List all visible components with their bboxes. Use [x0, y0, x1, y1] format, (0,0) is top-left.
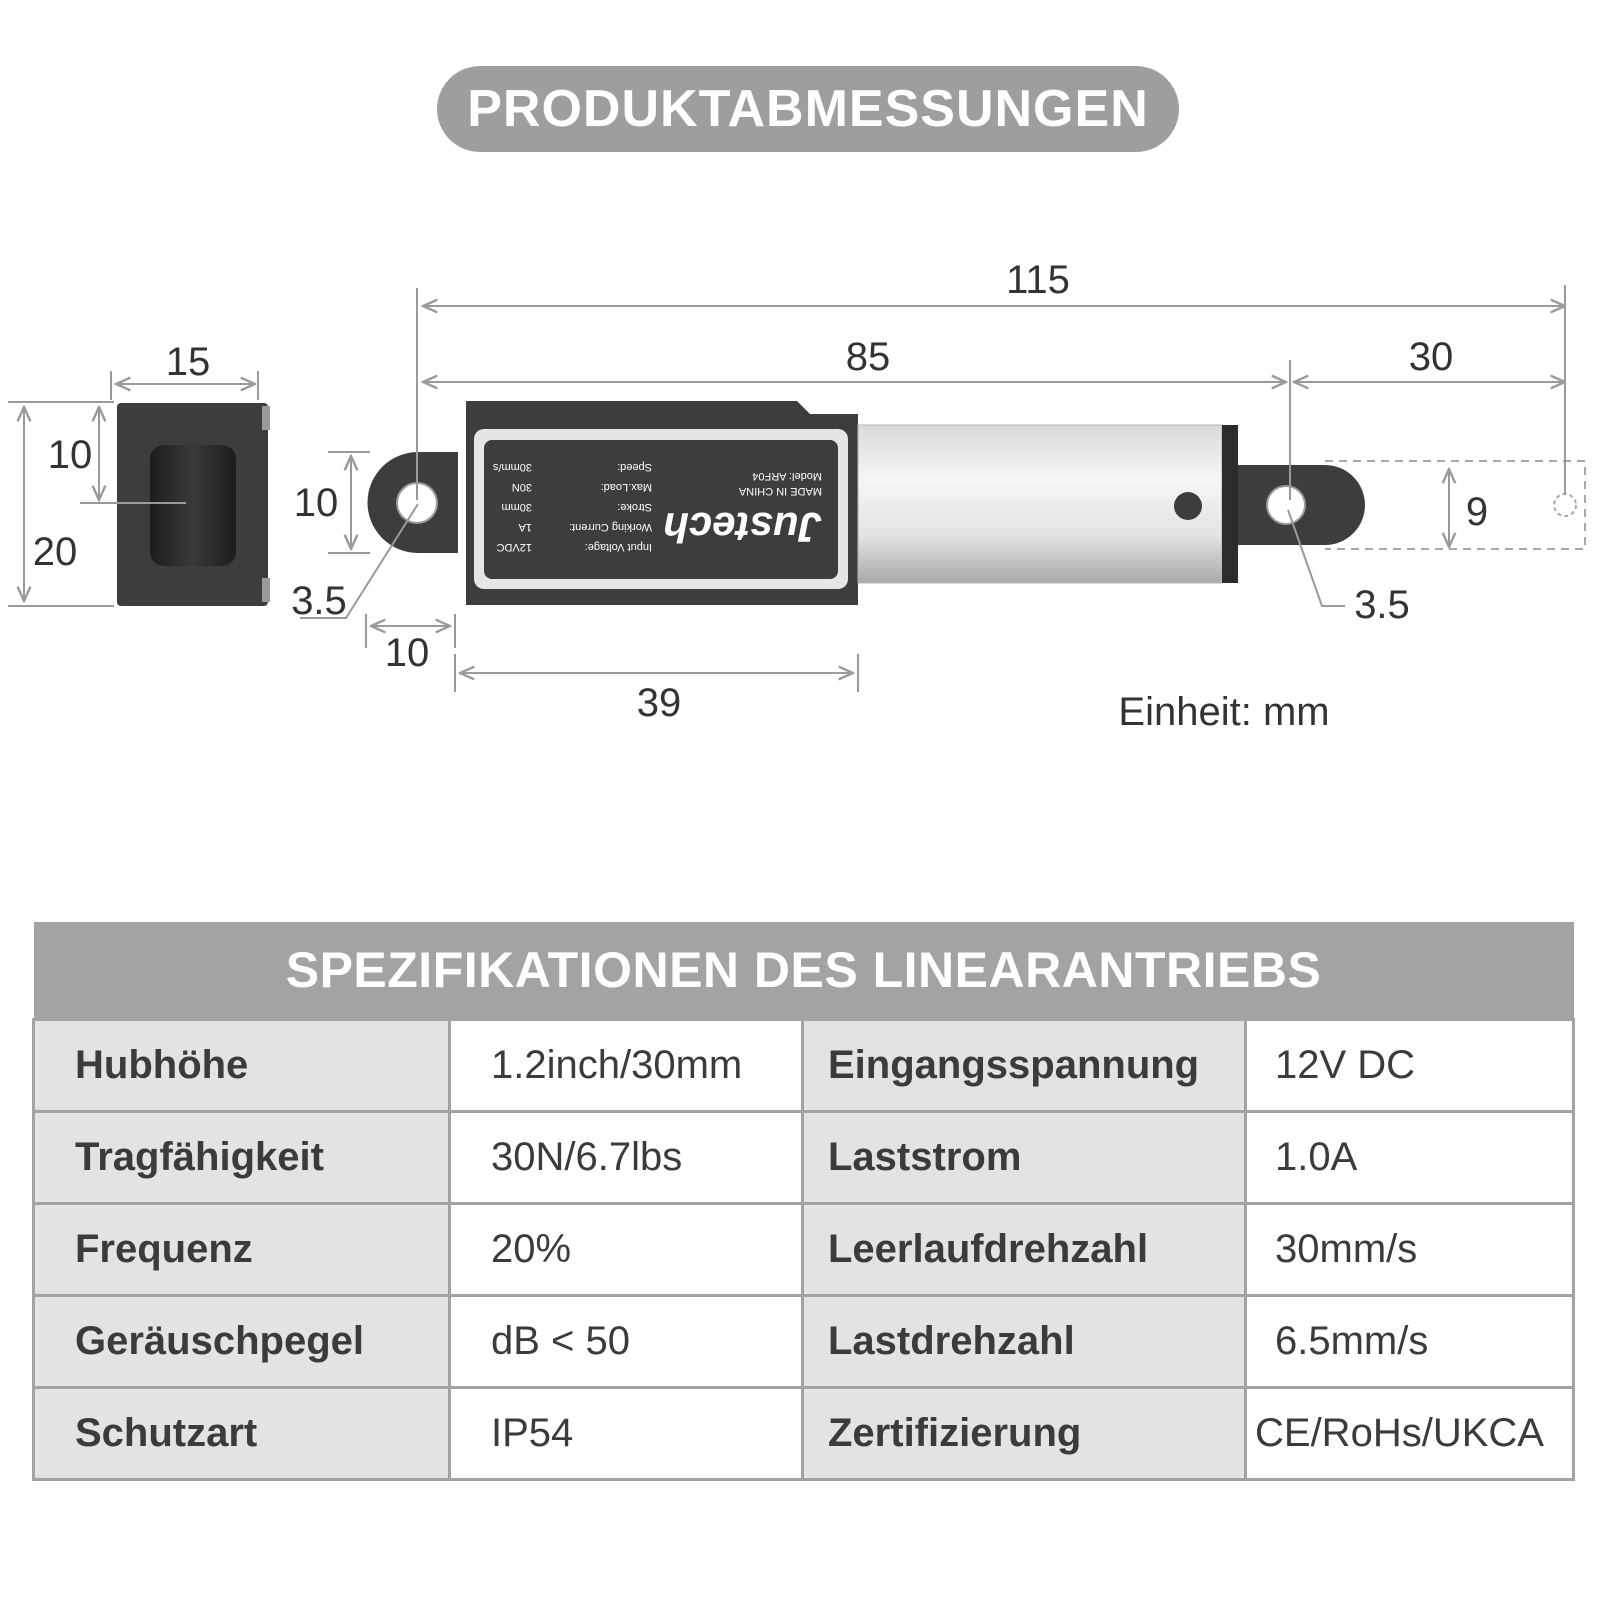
table-row — [34, 1388, 1574, 1480]
spec-label: Lastdrehzahl — [803, 1296, 1246, 1388]
label-value: 30mm — [501, 501, 532, 513]
spec-value: CE/RoHs/UKCA — [1246, 1388, 1574, 1480]
spec-label: Tragfähigkeit — [34, 1112, 450, 1204]
end-view — [117, 403, 270, 606]
dim-body-length: 85 — [845, 335, 891, 379]
spec-label: Leerlaufdrehzahl — [803, 1204, 1246, 1296]
dim-total-length: 115 — [1006, 258, 1070, 302]
label-value: 12VDC — [496, 541, 532, 553]
spec-value: 30mm/s — [1246, 1204, 1574, 1296]
actuator-tube — [858, 425, 1238, 583]
dim-rod-height: 9 — [1465, 490, 1489, 534]
label-line: Working Current: — [569, 521, 652, 533]
label-line: Speed: — [617, 461, 652, 473]
dim-end-height: 20 — [32, 530, 78, 574]
dim-stroke: 30 — [1408, 335, 1454, 379]
dimension-drawing — [0, 200, 1600, 760]
spec-label: Schutzart — [34, 1388, 450, 1480]
unit-note: Einheit: mm — [1118, 690, 1330, 734]
spec-label: Geräuschpegel — [34, 1296, 450, 1388]
spec-label: Hubhöhe — [34, 1020, 450, 1112]
rear-mount — [367, 452, 458, 553]
dim-housing-length: 39 — [636, 681, 682, 725]
dim-end-upper-height: 10 — [47, 433, 93, 477]
label-value: 30N — [511, 481, 532, 493]
label-line: Max.Load: — [600, 481, 652, 493]
spec-value: 1.2inch/30mm — [450, 1020, 803, 1112]
dim-mount-height: 10 — [293, 481, 339, 525]
spec-table-title: SPEZIFIKATIONEN DES LINEARANTRIEBS — [34, 922, 1574, 1020]
spec-value: 20% — [450, 1204, 803, 1296]
spec-label: Zertifizierung — [803, 1388, 1246, 1480]
table-row — [34, 1296, 1574, 1388]
label-model: Model: ARF04 — [752, 470, 822, 482]
dim-end-width: 15 — [165, 340, 211, 384]
spec-value: 30N/6.7lbs — [450, 1112, 803, 1204]
label-value: 1A — [518, 521, 532, 533]
spec-label: Frequenz — [34, 1204, 450, 1296]
spec-value: 12V DC — [1246, 1020, 1574, 1112]
table-row — [34, 1204, 1574, 1296]
spec-value: 1.0A — [1246, 1112, 1574, 1204]
label-value: 30mm/s — [492, 461, 532, 473]
spec-label: Laststrom — [803, 1112, 1246, 1204]
label-origin: MADE IN CHINA — [738, 485, 822, 497]
label-line: Stroke: — [617, 501, 652, 513]
dim-mount-offset: 10 — [384, 631, 430, 675]
spec-value: IP54 — [450, 1388, 803, 1480]
spec-value: dB < 50 — [450, 1296, 803, 1388]
motor-housing — [466, 401, 858, 605]
page-title: PRODUKTABMESSUNGEN — [437, 66, 1179, 152]
spec-label: Eingangsspannung — [803, 1020, 1246, 1112]
rod-end — [1238, 465, 1365, 545]
spec-value: 6.5mm/s — [1246, 1296, 1574, 1388]
brand-logo: Justech — [663, 504, 822, 551]
dim-mount-hole-right: 3.5 — [1354, 583, 1410, 627]
table-row — [34, 1112, 1574, 1204]
dim-mount-hole-left: 3.5 — [291, 579, 347, 623]
spec-table — [32, 922, 1575, 1481]
table-row — [34, 1020, 1574, 1112]
label-line: Input Voltage: — [584, 541, 652, 553]
